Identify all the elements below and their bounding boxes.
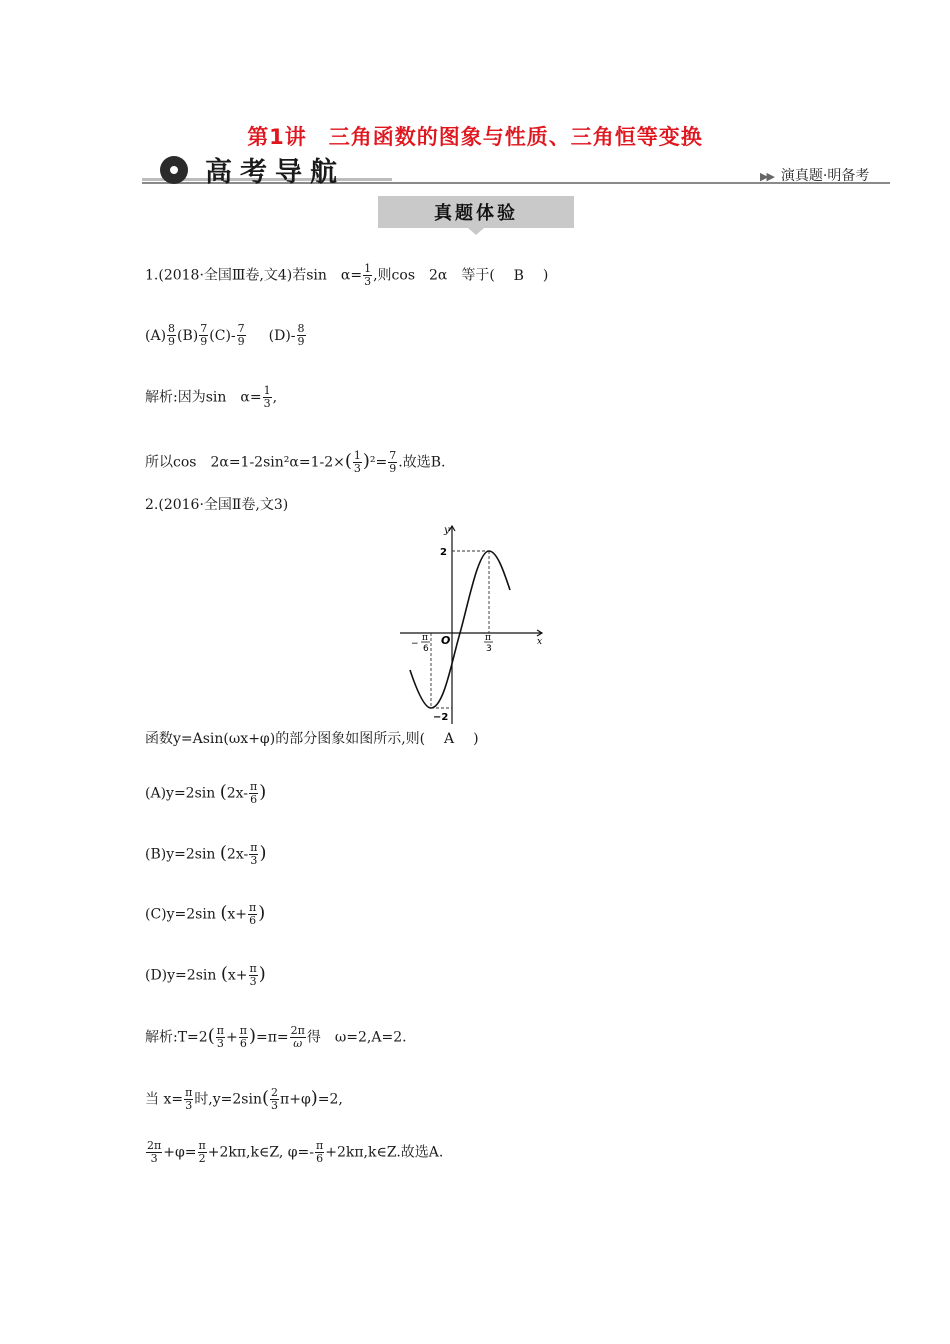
x-axis-label: x [537, 637, 543, 647]
x-left-num: π [422, 633, 428, 643]
y-axis-label: y [444, 525, 450, 536]
section-pointer-icon [468, 228, 484, 235]
double-arrow-icon: ▶▶ [760, 170, 773, 183]
target-icon [160, 156, 188, 184]
q1-option-b: (B) $\frac{7}{9}$ [177, 322, 208, 348]
q2-option-a: (A)y=2sin (2x- $\frac{\pi}{6}$ ) [145, 780, 267, 806]
q1-stem: 1.(2018·全国Ⅲ卷,文4)若sin α= $\frac{1}{3}$ ,则cos 2α 等于( B ) [145, 262, 549, 288]
q1-solution-line-2: 所以cos 2α=1-2sin²α=1-2×( $\frac{1}{3}$ )²= $\frac{7}{9}$ .故选B. [145, 449, 446, 475]
q2-option-b: (B)y=2sin (2x- $\frac{\pi}{3}$ ) [145, 841, 267, 867]
origin-label: O [441, 634, 451, 647]
q2-lead: 2.(2016·全国Ⅱ卷,文3) [145, 497, 289, 513]
x-left-den: 6 [423, 644, 429, 654]
q1-solution-line-1: 解析:因为sin α= $\frac{1}{3}$ , [145, 384, 278, 410]
q2-option-c: (C)y=2sin (x+ $\frac{\pi}{6}$ ) [145, 901, 266, 927]
q2-answer: A [444, 731, 455, 747]
y-max-label: 2 [440, 547, 447, 558]
sine-curve [410, 551, 510, 708]
x-right-den: 3 [486, 644, 492, 654]
nav-title: 高考导航 [205, 157, 345, 188]
x-right-num: π [485, 633, 491, 643]
q1-option-d: (D)- $\frac{8}{9}$ [268, 322, 305, 348]
fraction: $\frac{1}{3}$ [364, 262, 372, 288]
y-min-label: −2 [433, 712, 449, 723]
page-title: 第1讲 三角函数的图象与性质、三角恒等变换 [247, 125, 703, 149]
q2-solution-line-2: 当 x= $\frac{\pi}{3}$ 时,y=2sin( $\frac{2}{3}$ π+φ)=2, [145, 1086, 343, 1112]
q1-option-c: (C)- $\frac{7}{9}$ [209, 322, 245, 348]
x-left-sign: − [411, 639, 419, 649]
q1-option-a: (A) $\frac{8}{9}$ [145, 322, 176, 348]
nav-subtitle: ▶▶ 演真题·明备考 [760, 168, 870, 184]
q2-stem: 函数y=Asin(ωx+φ)的部分图象如图所示,则( A ) [145, 731, 479, 747]
q2-option-d: (D)y=2sin (x+ $\frac{\pi}{3}$ ) [145, 962, 266, 988]
section-label: 真题体验 [434, 203, 518, 224]
q2-solution-line-1: 解析:T=2( $\frac{\pi}{3}$ + $\frac{\pi}{6}$ )=π= $\frac{2\pi}{\omega}$ 得 ω=2,A=2. [145, 1024, 407, 1050]
q1-answer: B [513, 267, 524, 284]
q1-options [145, 323, 307, 348]
q2-solution-line-3: $\frac{2\pi}{3}$ +φ= $\frac{\pi}{2}$ +2kπ,k∈Z, φ=- $\frac{\pi}{6}$ +2kπ,k∈Z.故选A. [147, 1139, 444, 1165]
sine-graph [400, 520, 550, 725]
